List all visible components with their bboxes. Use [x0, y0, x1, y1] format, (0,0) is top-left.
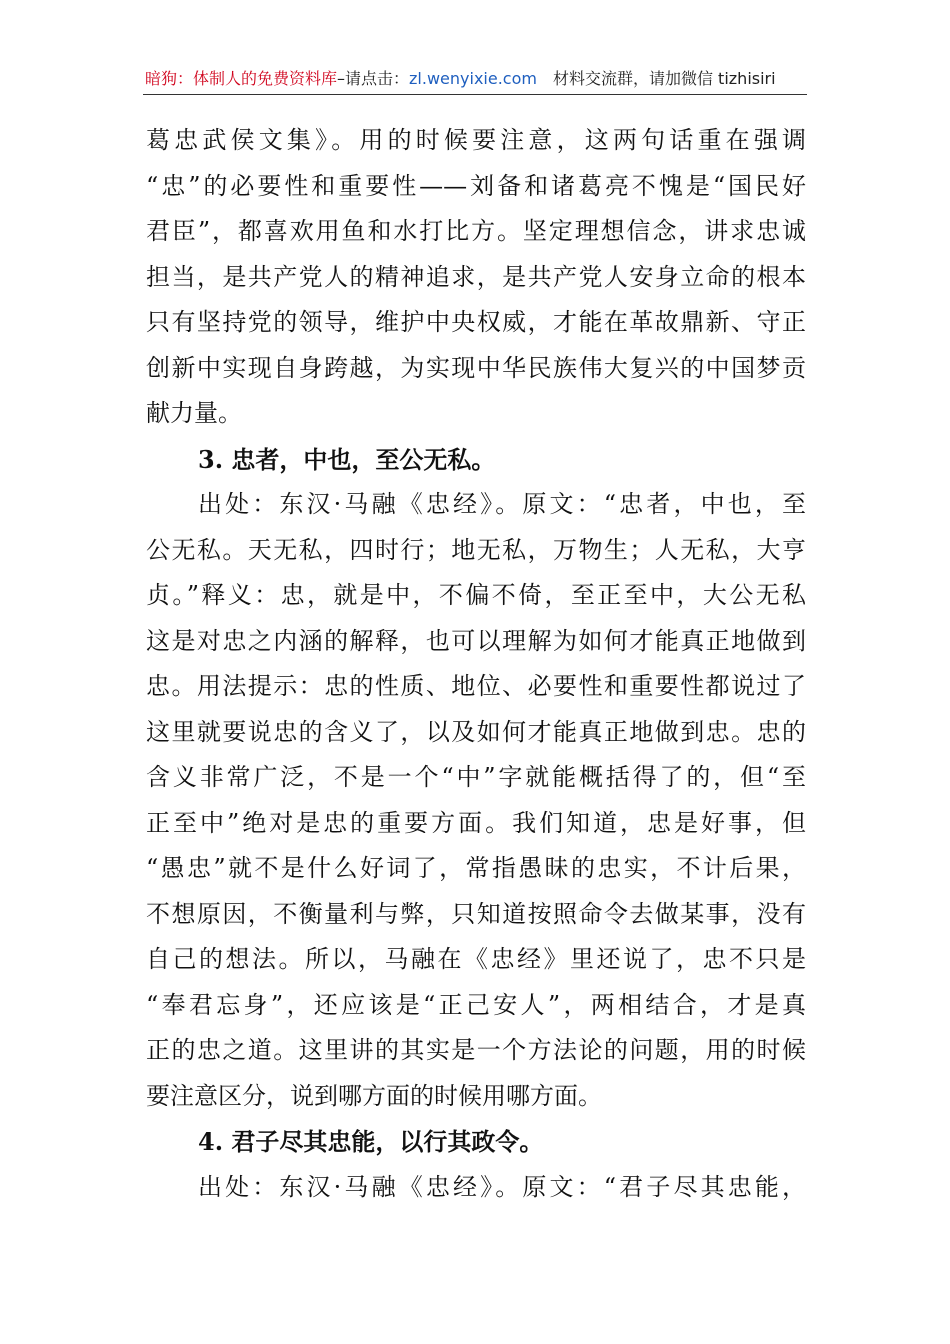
header-contact: 材料交流群，请加微信 tizhisiri [552, 69, 776, 88]
body-line: 自己的想法。所以，马融在《忠经》里还说了，忠不只是 [146, 945, 806, 973]
body-line: 君臣”，都喜欢用鱼和水打比方。坚定理想信念，讲求忠诚 [146, 217, 806, 245]
document-body [146, 118, 806, 1210]
body-line: 献力量。 [146, 399, 242, 427]
header-brand: 暗狗：体制人的免费资料库 [145, 69, 338, 88]
body-line: 要注意区分，说到哪方面的时候用哪方面。 [146, 1081, 602, 1110]
header-divider [143, 94, 807, 95]
body-line: 忠。用法提示：忠的性质、地位、必要性和重要性都说过了 [146, 672, 806, 700]
body-line: 正至中”绝对是忠的重要方面。我们知道，忠是好事，但 [146, 808, 806, 837]
body-line: “奉君忘身”，还应该是“正己安人”，两相结合，才是真 [146, 990, 806, 1019]
body-line: 这是对忠之内涵的解释，也可以理解为如何才能真正地做到 [146, 626, 806, 655]
body-line: 不想原因，不衡量利与弊，只知道按照命令去做某事，没有 [146, 899, 806, 928]
body-line: 创新中实现自身跨越，为实现中华民族伟大复兴的中国梦贡 [146, 353, 806, 382]
body-line: “忠”的必要性和重要性——刘备和诸葛亮不愧是“国民好 [146, 171, 806, 200]
body-line: 公无私。天无私，四时行；地无私，万物生；人无私，大亨 [146, 535, 806, 564]
body-line: 贞。”释义：忠，就是中，不偏不倚，至正至中，大公无私 [146, 581, 806, 609]
header-url-link[interactable]: zl.wenyixie.com [409, 69, 537, 88]
body-line: 葛忠武侯文集》。用的时候要注意，这两句话重在强调 [146, 126, 806, 154]
section-heading-4: 4. 君子尽其忠能，以行其政令。 [198, 1127, 544, 1156]
body-line: 只有坚持党的领导，维护中央权威，才能在革故鼎新、守正 [146, 308, 806, 336]
header-prompt: –请点击： [337, 69, 410, 88]
body-line: 含义非常广泛，不是一个“中”字就能概括得了的，但“至 [146, 763, 806, 791]
body-line: 担当，是共产党人的精神追求，是共产党人安身立命的根本 [146, 262, 806, 291]
section-heading-3: 3. 忠者，中也，至公无私。 [198, 444, 496, 474]
body-line: 这里就要说忠的含义了，以及如何才能真正地做到忠。忠的 [146, 717, 806, 746]
page-header [145, 64, 807, 94]
body-line: 正的忠之道。这里讲的其实是一个方法论的问题，用的时候 [146, 1036, 806, 1064]
body-line: 出处：东汉·马融《忠经》。原文：“君子尽其忠能， [198, 1172, 806, 1201]
body-line: 出处：东汉·马融《忠经》。原文：“忠者，中也，至 [198, 490, 806, 518]
body-line: “愚忠”就不是什么好词了，常指愚昧的忠实，不计后果， [146, 854, 806, 882]
